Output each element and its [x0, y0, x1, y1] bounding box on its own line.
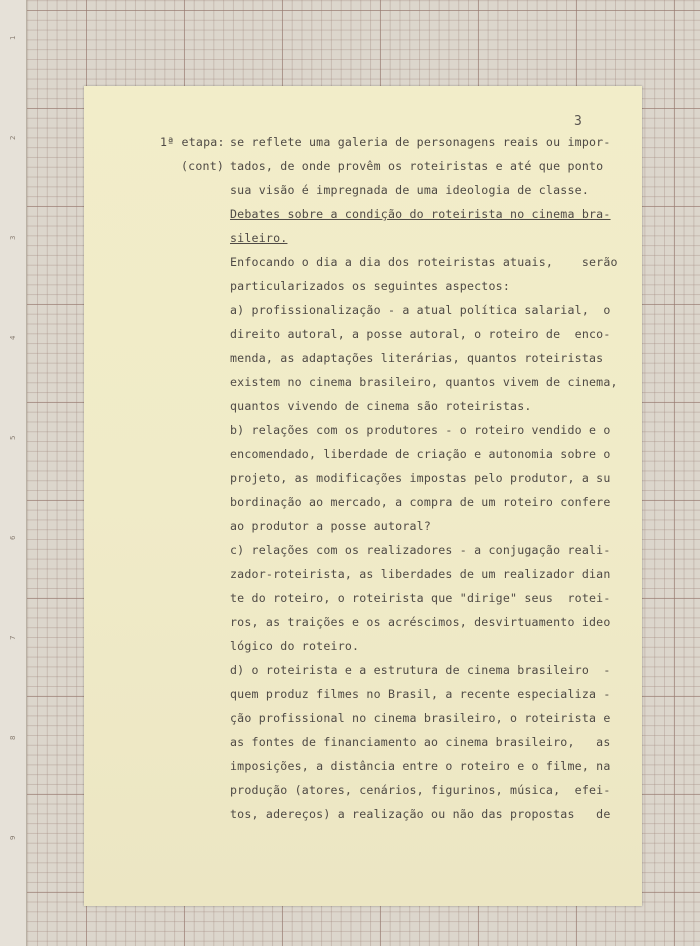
strip-mark: 7 — [9, 635, 17, 640]
text-line: b) relações com os produtores - o roteiro vendido e o — [230, 423, 611, 437]
text-line: direito autoral, a posse autoral, o roteiro de enco- — [230, 327, 611, 341]
text-line: tados, de onde provêm os roteiristas e até que ponto — [230, 159, 604, 173]
text-line: ção profissional no cinema brasileiro, o roteirista e — [230, 711, 611, 725]
strip-mark: 2 — [9, 135, 17, 140]
text-line: lógico do roteiro. — [230, 639, 360, 653]
text-line: tos, adereços) a realização ou não das propostas de — [230, 807, 611, 821]
strip-mark: 3 — [9, 235, 17, 240]
text-line: c) relações com os realizadores - a conjugação reali- — [230, 543, 611, 557]
text-line: existem no cinema brasileiro, quantos vivem de cinema, — [230, 375, 618, 389]
strip-mark: 6 — [9, 535, 17, 540]
text-line: d) o roteirista e a estrutura de cinema brasileiro - — [230, 663, 611, 677]
text-line: sua visão é impregnada de uma ideologia de classe. — [230, 183, 590, 197]
page-number: 3 — [574, 114, 582, 129]
text-line: quem produz filmes no Brasil, a recente especializa - — [230, 687, 611, 701]
text-line: encomendado, liberdade de criação e autonomia sobre o — [230, 447, 611, 461]
strip-mark: 5 — [9, 435, 17, 440]
text-line: particularizados os seguintes aspectos: — [230, 279, 511, 293]
strip-mark: 1 — [9, 35, 17, 40]
text-line: projeto, as modificações impostas pelo produtor, a su — [230, 471, 611, 485]
text-line: se reflete uma galeria de personagens reais ou impor- — [230, 135, 611, 149]
strip-mark: 8 — [9, 735, 17, 740]
text-line: Enfocando o dia a dia dos roteiristas atuais, serão — [230, 255, 618, 269]
grid-paper-margin-strip — [0, 0, 27, 946]
typewritten-page — [84, 86, 642, 906]
text-line: imposições, a distância entre o roteiro e o filme, na — [230, 759, 611, 773]
text-line: as fontes de financiamento ao cinema brasileiro, as — [230, 735, 611, 749]
text-line: quantos vivendo de cinema são roteiristas. — [230, 399, 532, 413]
text-line: produção (atores, cenários, figurinos, música, efei- — [230, 783, 611, 797]
continuation-label: (cont) — [181, 159, 225, 173]
text-line: a) profissionalização - a atual política salarial, o — [230, 303, 611, 317]
text-line: ao produtor a posse autoral? — [230, 519, 432, 533]
text-line: te do roteiro, o roteirista que "dirige" seus rotei- — [230, 591, 611, 605]
text-line: ros, as traições e os acréscimos, desvirtuamento ideo — [230, 615, 611, 629]
stage-label: 1ª etapa: — [160, 135, 225, 149]
strip-mark: 9 — [9, 835, 17, 840]
text-line: Debates sobre a condição do roteirista no cinema bra- — [230, 207, 611, 221]
text-line: bordinação ao mercado, a compra de um roteiro confere — [230, 495, 611, 509]
text-line: menda, as adaptações literárias, quantos roteiristas — [230, 351, 604, 365]
text-line: zador-roteirista, as liberdades de um realizador dian — [230, 567, 611, 581]
text-line: sileiro. — [230, 231, 288, 245]
strip-mark: 4 — [9, 335, 17, 340]
